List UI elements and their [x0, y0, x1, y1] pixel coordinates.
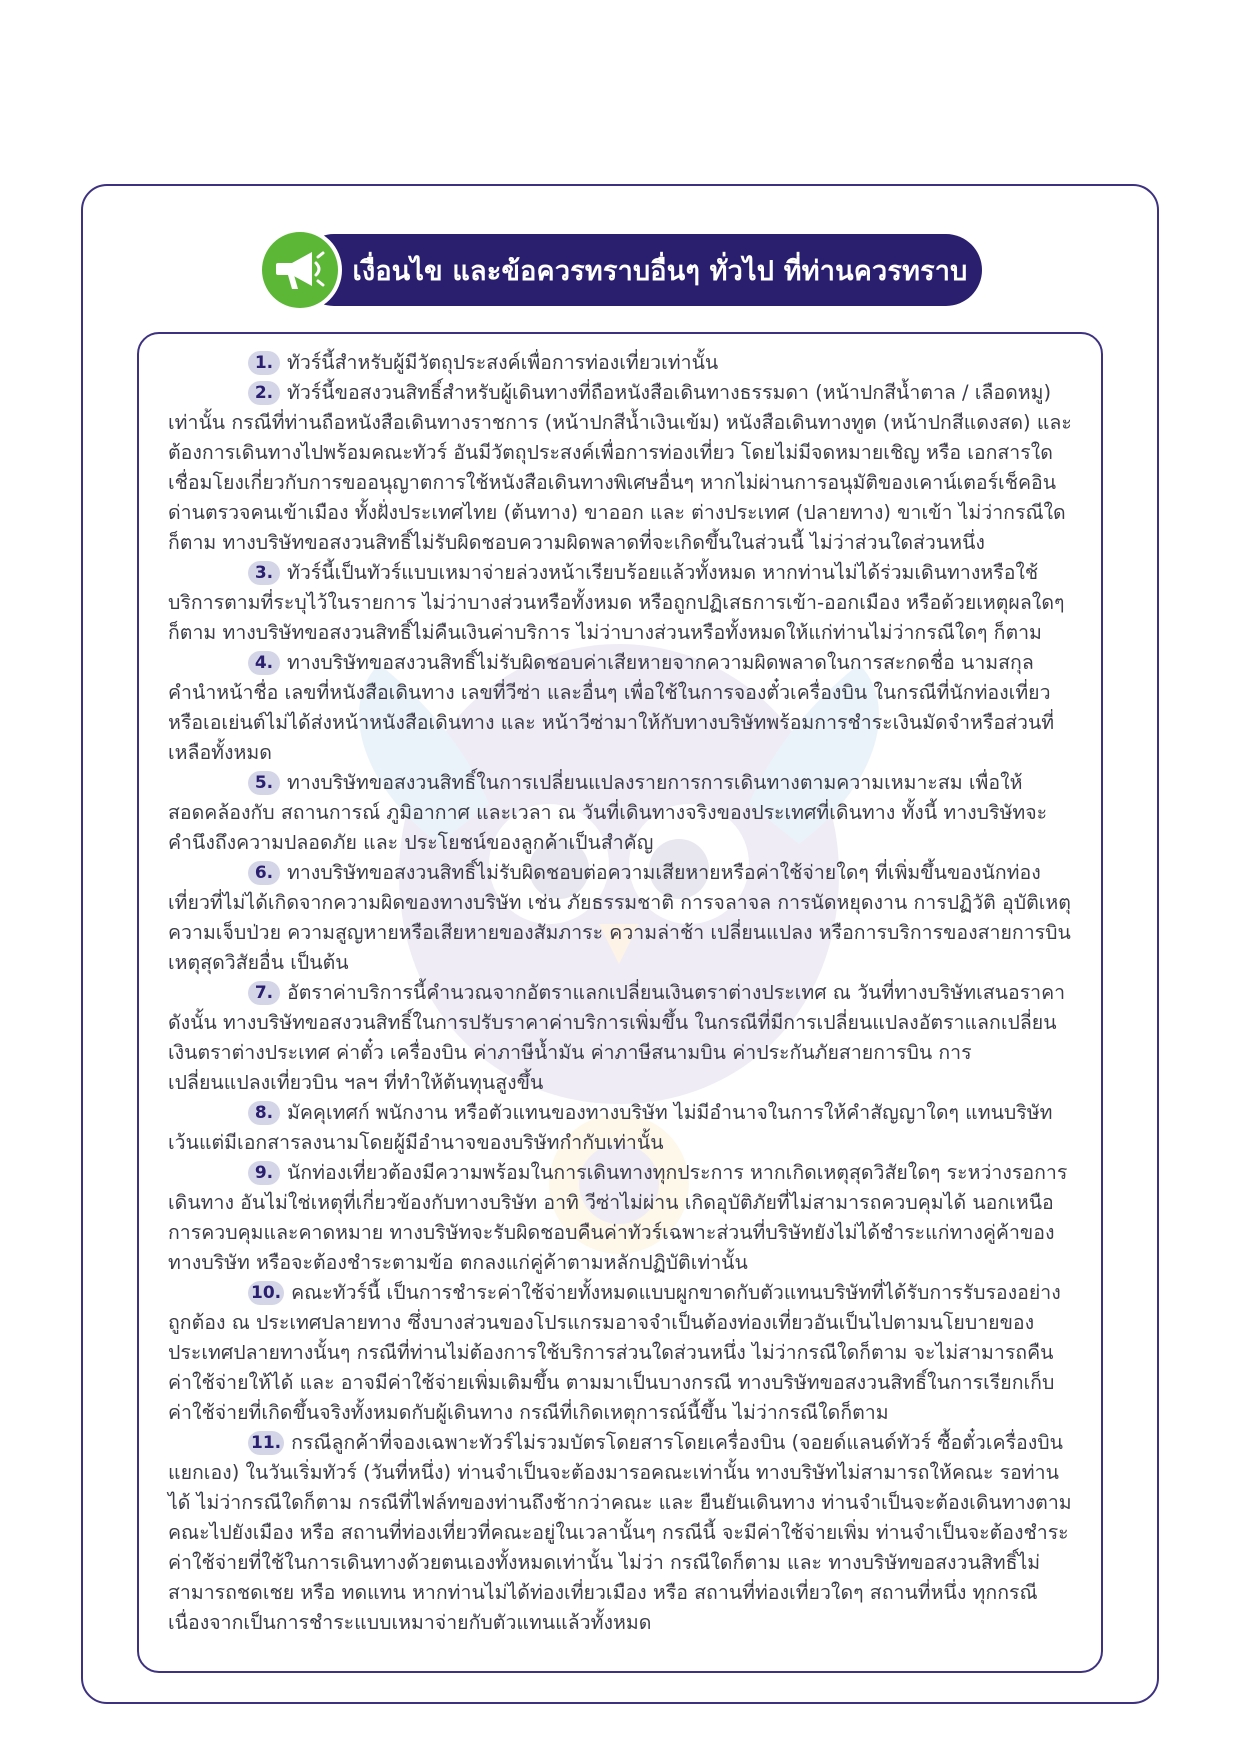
- title-banner: [262, 232, 982, 308]
- term-text: ทัวร์นี้ขอสงวนสิทธิ์สำหรับผู้เดินทางที่ถือหนังสือเดินทางธรรมดา (หน้าปกสีน้ำตาล / เลือดหมู) เท่านั้น กรณีที่ท่านถือหนังสือเดินทางราชการ (หน้าปกสีน้ำเงินเข้ม) หนังสือเดินทางทูต (หน้าปกสีแดงสด) และต้องการเดินทางไปพร้อมคณะทัวร์ อันมีวัตถุประสงค์เพื่อการท่องเที่ยว โดยไม่มีจดหมายเชิญ หรือ เอกสารใดเชื่อมโยงเกี่ยวกับการขออนุญาตการใช้หนังสือเดินทางพิเศษอื่นๆ หากไม่ผ่านการอนุมัติของเคาน์เตอร์เช็คอิน ด่านตรวจคนเข้าเมือง ทั้งฝั่งประเทศไทย (ต้นทาง) ขาออก และ ต่างประเทศ (ปลายทาง) ขาเข้า ไม่ว่ากรณีใดก็ตาม ทางบริษัทขอสงวนสิทธิ์ไม่รับผิดชอบความผิดพลาดที่จะเกิดขึ้นในส่วนนี้ ไม่ว่าส่วนใดส่วนหนึ่ง: [168, 381, 1072, 554]
- term-text: ทางบริษัทขอสงวนสิทธิ์ในการเปลี่ยนแปลงรายการการเดินทางตามความเหมาะสม เพื่อให้สอดคล้องกับ สถานการณ์ ภูมิอากาศ และเวลา ณ วันที่เดินทางจริงของประเทศที่เดินทาง ทั้งนี้ ทางบริษัทจะคำนึงถึงความปลอดภัย และ ประโยชน์ของลูกค้าเป็นสำคัญ: [168, 771, 1048, 854]
- term-number: 9.: [248, 1161, 280, 1185]
- term-number: 10.: [248, 1281, 284, 1305]
- term-text: ทัวร์นี้สำหรับผู้มีวัตถุประสงค์เพื่อการท่องเที่ยวเท่านั้น: [287, 351, 719, 374]
- term-item-4: [168, 648, 1072, 768]
- term-number: 8.: [248, 1101, 280, 1125]
- term-number: 2.: [248, 381, 280, 405]
- page-title: เงื่อนไข และข้อควรทราบอื่นๆ ทั่วไป ที่ท่านควรทราบ: [352, 255, 968, 287]
- term-number: 3.: [248, 561, 280, 585]
- term-number: 1.: [248, 351, 280, 375]
- term-item-8: [168, 1098, 1072, 1158]
- term-text: กรณีลูกค้าที่จองเฉพาะทัวร์ไม่รวมบัตรโดยสารโดยเครื่องบิน (จอยด์แลนด์ทัวร์ ซื้อตั๋วเครื่องบินแยกเอง) ในวันเริ่มทัวร์ (วันที่หนึ่ง) ท่านจำเป็นจะต้องมารอคณะเท่านั้น ทางบริษัทไม่สามารถให้คณะ รอท่านได้ ไม่ว่ากรณีใดก็ตาม กรณีที่ไฟล์ทของท่านถึงช้ากว่าคณะ และ ยืนยันเดินทาง ท่านจำเป็นจะต้องเดินทางตามคณะไปยังเมือง หรือ สถานที่ท่องเที่ยวที่คณะอยู่ในเวลานั้นๆ กรณีนี้ จะมีค่าใช้จ่ายเพิ่ม ท่านจำเป็นจะต้องชำระค่าใช้จ่ายที่ใช้ในการเดินทางด้วยตนเองทั้งหมดเท่านั้น ไม่ว่า กรณีใดก็ตาม และ ทางบริษัทขอสงวนสิทธิ์ไม่สามารถชดเชย หรือ ทดแทน หากท่านไม่ได้ท่องเที่ยวเมือง หรือ สถานที่ท่องเที่ยวใดๆ สถานที่หนึ่ง ทุกกรณี เนื่องจากเป็นการชำระแบบเหมาจ่ายกับตัวแทนแล้วทั้งหมด: [168, 1431, 1072, 1634]
- term-text: นักท่องเที่ยวต้องมีความพร้อมในการเดินทางทุกประการ หากเกิดเหตุสุดวิสัยใดๆ ระหว่างรอการเดินทาง อันไม่ใช่เหตุที่เกี่ยวข้องกับทางบริษัท อาทิ วีซ่าไม่ผ่าน เกิดอุบัติภัยที่ไม่สามารถควบคุมได้ นอกเหนือการควบคุมและคาดหมาย ทางบริษัทจะรับผิดชอบคืนค่าทัวร์เฉพาะส่วนที่บริษัทยังไม่ได้ชำระแก่ทางคู่ค้าของทางบริษัท หรือจะต้องชำระตามข้อ ตกลงแก่คู่ค้าตามหลักปฏิบัติเท่านั้น: [168, 1161, 1068, 1274]
- megaphone-icon-graphic: [274, 247, 326, 293]
- term-number: 11.: [248, 1431, 284, 1455]
- terms-list: [168, 348, 1072, 1638]
- term-number: 5.: [248, 771, 280, 795]
- term-item-6: [168, 858, 1072, 978]
- terms-box: [137, 332, 1103, 1673]
- term-text: คณะทัวร์นี้ เป็นการชำระค่าใช้จ่ายทั้งหมดแบบผูกขาดกับตัวแทนบริษัทที่ได้รับการรับรองอย่างถูกต้อง ณ ประเทศปลายทาง ซึ่งบางส่วนของโปรแกรมอาจจำเป็นต้องท่องเที่ยวอันเป็นไปตามนโยบายของประเทศปลายทางนั้นๆ กรณีที่ท่านไม่ต้องการใช้บริการส่วนใดส่วนหนึ่ง ไม่ว่ากรณีใดก็ตาม จะไม่สามารถคืนค่าใช้จ่ายให้ได้ และ อาจมีค่าใช้จ่ายเพิ่มเติมขึ้น ตามมาเป็นบางกรณี ทางบริษัทขอสงวนสิทธิ์ในการเรียกเก็บค่าใช้จ่ายที่เกิดขึ้นจริงทั้งหมดกับผู้เดินทาง กรณีที่เกิดเหตุการณ์นี้ขึ้น ไม่ว่ากรณีใดก็ตาม: [168, 1281, 1061, 1424]
- term-number: 6.: [248, 861, 280, 885]
- term-item-11: [168, 1428, 1072, 1638]
- term-item-2: [168, 378, 1072, 558]
- term-number: 7.: [248, 981, 280, 1005]
- title-pill: [298, 234, 982, 306]
- term-item-10: [168, 1278, 1072, 1428]
- term-text: มัคคุเทศก์ พนักงาน หรือตัวแทนของทางบริษัท ไม่มีอำนาจในการให้คำสัญญาใดๆ แทนบริษัท เว้นแต่มีเอกสารลงนามโดยผู้มีอำนาจของบริษัทกำกับเท่านั้น: [168, 1101, 1053, 1154]
- term-item-3: [168, 558, 1072, 648]
- term-text: ทัวร์นี้เป็นทัวร์แบบเหมาจ่ายล่วงหน้าเรียบร้อยแล้วทั้งหมด หากท่านไม่ได้ร่วมเดินทางหรือใช้บริการตามที่ระบุไว้ในรายการ ไม่ว่าบางส่วนหรือทั้งหมด หรือถูกปฏิเสธการเข้า-ออกเมือง หรือด้วยเหตุผลใดๆ ก็ตาม ทางบริษัทขอสงวนสิทธิ์ไม่คืนเงินค่าบริการ ไม่ว่าบางส่วนหรือทั้งหมดให้แก่ท่านไม่ว่ากรณีใดๆ ก็ตาม: [168, 561, 1065, 644]
- term-item-7: [168, 978, 1072, 1098]
- term-number: 4.: [248, 651, 280, 675]
- megaphone-icon: [262, 232, 338, 308]
- term-item-1: [168, 348, 1072, 378]
- term-text: ทางบริษัทขอสงวนสิทธิ์ไม่รับผิดชอบต่อความเสียหายหรือค่าใช้จ่ายใดๆ ที่เพิ่มขึ้นของนักท่องเที่ยวที่ไม่ได้เกิดจากความผิดของทางบริษัท เช่น ภัยธรรมชาติ การจลาจล การนัดหยุดงาน การปฏิวัติ อุบัติเหตุ ความเจ็บป่วย ความสูญหายหรือเสียหายของสัมภาระ ความล่าช้า เปลี่ยนแปลง หรือการบริการของสายการบิน เหตุสุดวิสัยอื่น เป็นต้น: [168, 861, 1071, 974]
- term-item-5: [168, 768, 1072, 858]
- term-text: ทางบริษัทขอสงวนสิทธิ์ไม่รับผิดชอบค่าเสียหายจากความผิดพลาดในการสะกดชื่อ นามสกุล คำนำหน้าชื่อ เลขที่หนังสือเดินทาง เลขที่วีซ่า และอื่นๆ เพื่อใช้ในการจองตั๋วเครื่องบิน ในกรณีที่นักท่องเที่ยว หรือเอเย่นต์ไม่ได้ส่งหน้าหนังสือเดินทาง และ หน้าวีซ่ามาให้กับทางบริษัทพร้อมการชำระเงินมัดจำหรือส่วนที่เหลือทั้งหมด: [168, 651, 1055, 764]
- term-item-9: [168, 1158, 1072, 1278]
- term-text: อัตราค่าบริการนี้คำนวณจากอัตราแลกเปลี่ยนเงินตราต่างประเทศ ณ วันที่ทางบริษัทเสนอราคา ดังนั้น ทางบริษัทขอสงวนสิทธิ์ในการปรับราคาค่าบริการเพิ่มขึ้น ในกรณีที่มีการเปลี่ยนแปลงอัตราแลกเปลี่ยนเงินตราต่างประเทศ ค่าตั๋ว เครื่องบิน ค่าภาษีน้ำมัน ค่าภาษีสนามบิน ค่าประกันภัยสายการบิน การเปลี่ยนแปลงเที่ยวบิน ฯลฯ ที่ทำให้ต้นทุนสูงขึ้น: [168, 981, 1066, 1094]
